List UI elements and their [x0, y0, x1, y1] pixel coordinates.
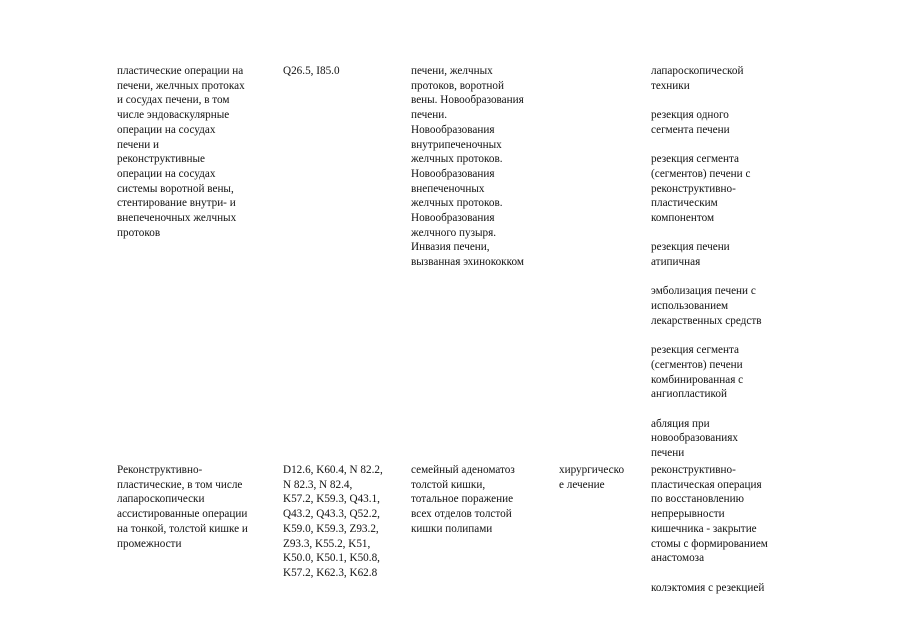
text-line: новообразованиях [651, 432, 738, 445]
text-line: операции на сосудах [117, 123, 216, 136]
text-line: операции на сосудах [117, 167, 216, 180]
text-line: эмболизация печени с [651, 285, 756, 298]
text-line: лапароскопически [117, 493, 205, 506]
text-line: стомы с формированием [651, 537, 768, 550]
text-line: кишки полипами [411, 522, 493, 535]
text-line: системы воротной вены, [117, 182, 234, 195]
text-line: резекция одного [651, 109, 729, 122]
text-line: техники [651, 79, 690, 92]
text-line: комбинированная с [651, 373, 744, 386]
text-line: внепеченочных [411, 182, 485, 195]
row2-diagnosis [411, 463, 515, 537]
text-line: печени, желчных протоках [117, 79, 245, 92]
text-line: тотальное поражение [411, 493, 514, 506]
text-line: печени и [117, 138, 160, 151]
text-line: хирургическо [559, 464, 625, 476]
text-line: колэктомия с резекцией [651, 581, 765, 594]
text-line: вызванная эхинококком [411, 256, 524, 269]
text-line: по восстановлению [651, 493, 744, 506]
text-line: внутрипеченочных [411, 138, 502, 151]
text-line: реконструктивно- [651, 182, 736, 195]
text-line: вены. Новообразования [411, 94, 524, 107]
text-line: Q26.5, I85.0 [283, 65, 340, 77]
text-line: числе эндоваскулярные [117, 109, 230, 122]
text-line: ангиопластикой [651, 388, 727, 401]
text-line: желчных протоков. [411, 197, 503, 210]
row2-procedure-name [117, 463, 248, 551]
row2-treatment-methods [651, 463, 768, 595]
text-line: пластическая операция [651, 478, 762, 491]
text-line: резекция сегмента [651, 344, 739, 357]
text-line: Реконструктивно- [117, 464, 203, 476]
text-line: K50.0, K50.1, K50.8, [283, 552, 380, 565]
text-line: желчных протоков. [411, 153, 503, 166]
row1-procedure-name [117, 64, 245, 240]
text-line: е лечение [559, 478, 605, 491]
text-line: протоков, воротной [411, 79, 504, 92]
text-line: печени, желчных [411, 65, 493, 77]
text-line: печени [651, 447, 685, 460]
text-line: атипичная [651, 256, 701, 269]
text-line: внепеченочных желчных [117, 212, 237, 225]
text-line: семейный аденоматоз [411, 464, 515, 476]
text-line: кишечника - закрытие [651, 522, 757, 535]
text-line: использованием [651, 300, 729, 313]
row2-icd-codes [283, 463, 383, 581]
text-line: компонентом [651, 212, 715, 224]
text-line: на тонкой, толстой кишке и [117, 522, 248, 535]
text-line: K59.0, K59.3, Z93.2, [283, 522, 379, 535]
text-line: K57.2, K59.3, Q43.1, [283, 493, 380, 506]
row1-diagnosis [411, 64, 524, 270]
text-line: всех отделов толстой [411, 508, 512, 521]
text-line: абляция при [651, 417, 710, 430]
text-line: K57.2, K62.3, K62.8 [283, 566, 378, 579]
row2-treatment-type [559, 463, 624, 492]
text-line: Z93.3, K55.2, K51, [283, 537, 371, 550]
text-line: промежности [117, 537, 182, 550]
text-line: желчного пузыря. [411, 226, 497, 239]
text-line: пластические, в том числе [117, 478, 243, 491]
text-line: пластическим [651, 197, 718, 210]
text-line: D12.6, K60.4, N 82.2, [283, 464, 383, 476]
text-line: лапароскопической [651, 65, 744, 77]
text-line: резекция сегмента [651, 153, 739, 166]
text-line: (сегментов) печени [651, 358, 743, 371]
text-line: N 82.3, N 82.4, [283, 478, 353, 491]
row1-icd-codes [283, 64, 340, 79]
text-line: и сосудах печени, в том [117, 94, 230, 107]
text-line: Инвазия печени, [411, 241, 490, 254]
text-line: резекция печени [651, 241, 730, 254]
text-line: Q43.2, Q43.3, Q52.2, [283, 508, 380, 521]
text-line: Новообразования [411, 123, 495, 136]
text-line: пластические операции на [117, 65, 244, 77]
text-line: анастомоза [651, 552, 705, 565]
text-line: толстой кишки, [411, 478, 486, 491]
text-line: стентирование внутри- и [117, 197, 236, 210]
text-line: Новообразования [411, 212, 495, 225]
text-line: Новообразования [411, 167, 495, 180]
text-line: реконструктивно- [651, 464, 736, 476]
text-line: реконструктивные [117, 153, 205, 166]
text-line: протоков [117, 226, 161, 239]
text-line: лекарственных средств [651, 314, 762, 327]
text-line: печени. [411, 109, 448, 122]
row1-treatment-methods [651, 64, 762, 461]
text-line: ассистированные операции [117, 508, 248, 521]
text-line: (сегментов) печени с [651, 167, 751, 180]
text-line: сегмента печени [651, 123, 730, 136]
text-line: непрерывности [651, 508, 725, 521]
